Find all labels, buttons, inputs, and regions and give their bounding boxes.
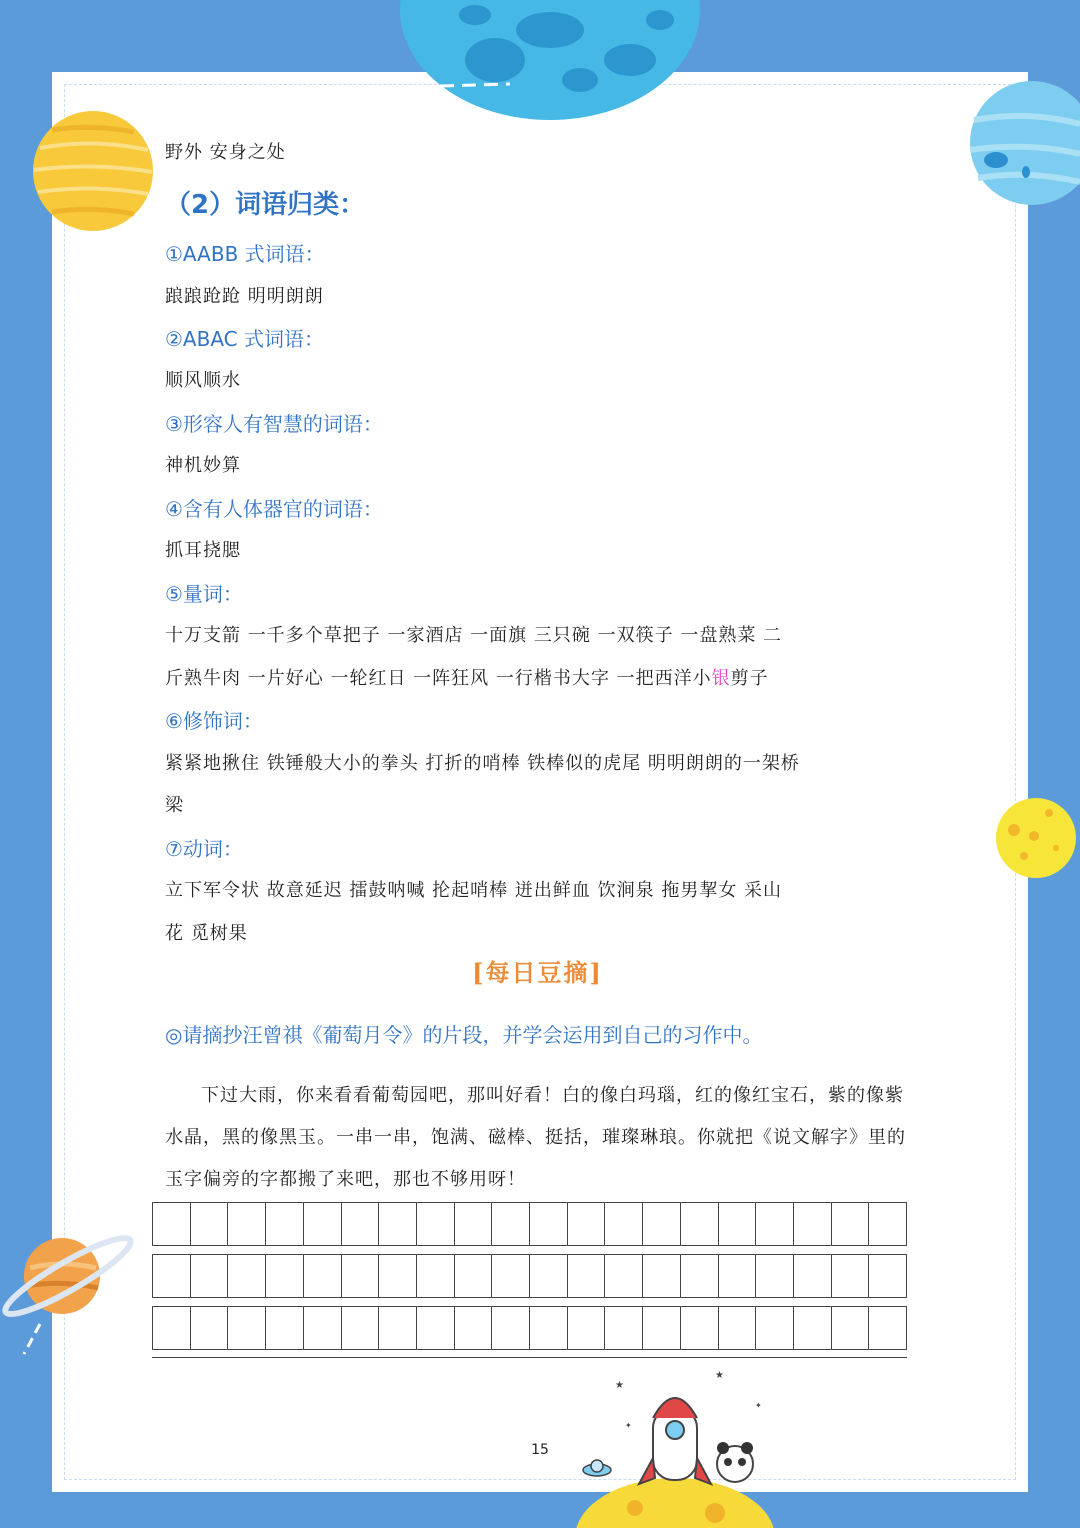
grid-cell[interactable]	[568, 1203, 606, 1245]
writing-grid-row-1[interactable]	[152, 1202, 907, 1246]
grid-cell[interactable]	[832, 1203, 870, 1245]
category-words-wisdom: 神机妙算	[165, 455, 241, 476]
blue-moon-decoration	[380, 0, 720, 125]
rocket-panda-illustration	[575, 1368, 775, 1528]
svg-text:✦: ✦	[625, 1421, 632, 1430]
grid-cell[interactable]	[455, 1255, 493, 1297]
grid-cell[interactable]	[681, 1307, 719, 1349]
grid-cell[interactable]	[379, 1203, 417, 1245]
grid-cell[interactable]	[681, 1255, 719, 1297]
grid-cell[interactable]	[379, 1255, 417, 1297]
grid-cell[interactable]	[153, 1255, 191, 1297]
measure-line-tail: 剪子	[730, 668, 769, 689]
grid-cell[interactable]	[643, 1307, 681, 1349]
category-words-measure-2	[165, 664, 769, 690]
grid-cell[interactable]	[605, 1203, 643, 1245]
category-title-abac: ②ABAC 式词语：	[165, 327, 324, 351]
grid-cell[interactable]	[794, 1255, 832, 1297]
category-words-abac: 顺风顺水	[165, 370, 241, 391]
category-title-wisdom: ③形容人有智慧的词语：	[165, 412, 383, 436]
category-words-verbs-2: 花 觅树果	[165, 923, 248, 944]
grid-cell[interactable]	[455, 1203, 493, 1245]
grid-cell[interactable]	[417, 1255, 455, 1297]
grid-cell[interactable]	[756, 1203, 794, 1245]
grid-cell[interactable]	[153, 1203, 191, 1245]
grid-separator	[152, 1357, 907, 1358]
grid-cell[interactable]	[869, 1255, 906, 1297]
grid-cell[interactable]	[304, 1255, 342, 1297]
daily-excerpt-title: [每日豆摘]	[472, 958, 603, 987]
measure-line-text: 斤熟牛肉 一片好心 一轮红日 一阵狂风 一行楷书大字 一把西洋小	[165, 668, 712, 689]
grid-cell[interactable]	[266, 1255, 304, 1297]
grid-cell[interactable]	[794, 1307, 832, 1349]
grid-cell[interactable]	[832, 1307, 870, 1349]
excerpt-task: ◎请摘抄汪曾祺《葡萄月令》的片段，并学会运用到自己的习作中。	[165, 1023, 763, 1047]
category-words-aabb: 踉踉跄跄 明明朗朗	[165, 286, 324, 307]
grid-cell[interactable]	[681, 1203, 719, 1245]
svg-text:✦: ✦	[755, 1401, 762, 1410]
grid-cell[interactable]	[794, 1203, 832, 1245]
grid-cell[interactable]	[228, 1307, 266, 1349]
grid-cell[interactable]	[379, 1307, 417, 1349]
category-title-aabb: ①AABB 式词语：	[165, 242, 325, 266]
category-words-verbs-1: 立下军令状 故意延迟 擂鼓呐喊 抡起哨棒 迸出鲜血 饮涧泉 拖男挈女 采山	[165, 880, 783, 901]
grid-cell[interactable]	[342, 1203, 380, 1245]
grid-cell[interactable]	[191, 1203, 229, 1245]
grid-cell[interactable]	[719, 1203, 757, 1245]
grid-cell[interactable]	[492, 1203, 530, 1245]
grid-cell[interactable]	[869, 1203, 906, 1245]
grid-cell[interactable]	[643, 1203, 681, 1245]
grid-cell[interactable]	[530, 1203, 568, 1245]
grid-cell[interactable]	[530, 1255, 568, 1297]
category-words-organs: 抓耳挠腮	[165, 540, 241, 561]
grid-cell[interactable]	[605, 1307, 643, 1349]
grid-cell[interactable]	[492, 1255, 530, 1297]
yellow-planet-decoration	[30, 108, 156, 234]
grid-cell[interactable]	[228, 1255, 266, 1297]
grid-cell[interactable]	[304, 1203, 342, 1245]
writing-grid-row-2[interactable]	[152, 1254, 907, 1298]
excerpt-passage: 下过大雨，你来看看葡萄园吧，那叫好看！白的像白玛瑙，红的像红宝石，紫的像紫水晶，黑的像黑玉。一串一串，饱满、磁棒、挺括，璀璨琳琅。你就把《说文解字》里的玉字偏旁的字都搬了来吧，那也不够用呀！	[165, 1085, 906, 1190]
grid-cell[interactable]	[191, 1255, 229, 1297]
category-title-organs: ④含有人体器官的词语：	[165, 497, 383, 521]
grid-cell[interactable]	[719, 1255, 757, 1297]
grid-cell[interactable]	[153, 1307, 191, 1349]
category-title-measure: ⑤量词：	[165, 582, 243, 606]
category-title-modifiers: ⑥修饰词：	[165, 709, 263, 733]
grid-cell[interactable]	[492, 1307, 530, 1349]
grid-cell[interactable]	[342, 1255, 380, 1297]
category-words-modifiers-1: 紧紧地揪住 铁锤般大小的拳头 打折的哨棒 铁棒似的虎尾 明明朗朗的一架桥	[165, 753, 800, 774]
grid-cell[interactable]	[756, 1255, 794, 1297]
grid-cell[interactable]	[228, 1203, 266, 1245]
grid-cell[interactable]	[605, 1255, 643, 1297]
grid-cell[interactable]	[266, 1307, 304, 1349]
grid-cell[interactable]	[417, 1307, 455, 1349]
grid-cell[interactable]	[342, 1307, 380, 1349]
grid-cell[interactable]	[455, 1307, 493, 1349]
section-heading: （2）词语归类：	[165, 190, 366, 220]
grid-cell[interactable]	[266, 1203, 304, 1245]
grid-cell[interactable]	[191, 1307, 229, 1349]
grid-cell[interactable]	[643, 1255, 681, 1297]
grid-cell[interactable]	[756, 1307, 794, 1349]
svg-text:★: ★	[615, 1380, 624, 1391]
grid-cell[interactable]	[568, 1255, 606, 1297]
grid-cell[interactable]	[530, 1307, 568, 1349]
grid-cell[interactable]	[568, 1307, 606, 1349]
grid-cell[interactable]	[304, 1307, 342, 1349]
highlighted-character: 银	[711, 668, 731, 689]
ringed-planet-decoration	[0, 1228, 140, 1358]
svg-text:★: ★	[715, 1370, 724, 1381]
category-words-modifiers-2: 梁	[165, 795, 184, 816]
grid-cell[interactable]	[832, 1255, 870, 1297]
grid-cell[interactable]	[417, 1203, 455, 1245]
intro-line: 野外 安身之处	[165, 142, 286, 163]
grid-cell[interactable]	[869, 1307, 906, 1349]
category-words-measure-1: 十万支箭 一千多个草把子 一家酒店 一面旗 三只碗 一双筷子 一盘熟菜 二	[165, 625, 783, 646]
small-yellow-planet-decoration	[994, 798, 1080, 880]
grid-cell[interactable]	[719, 1307, 757, 1349]
writing-grid-row-3[interactable]	[152, 1306, 907, 1350]
page-number: 15	[531, 1442, 549, 1458]
blue-planet-decoration	[968, 80, 1080, 208]
category-title-verbs: ⑦动词：	[165, 837, 243, 861]
